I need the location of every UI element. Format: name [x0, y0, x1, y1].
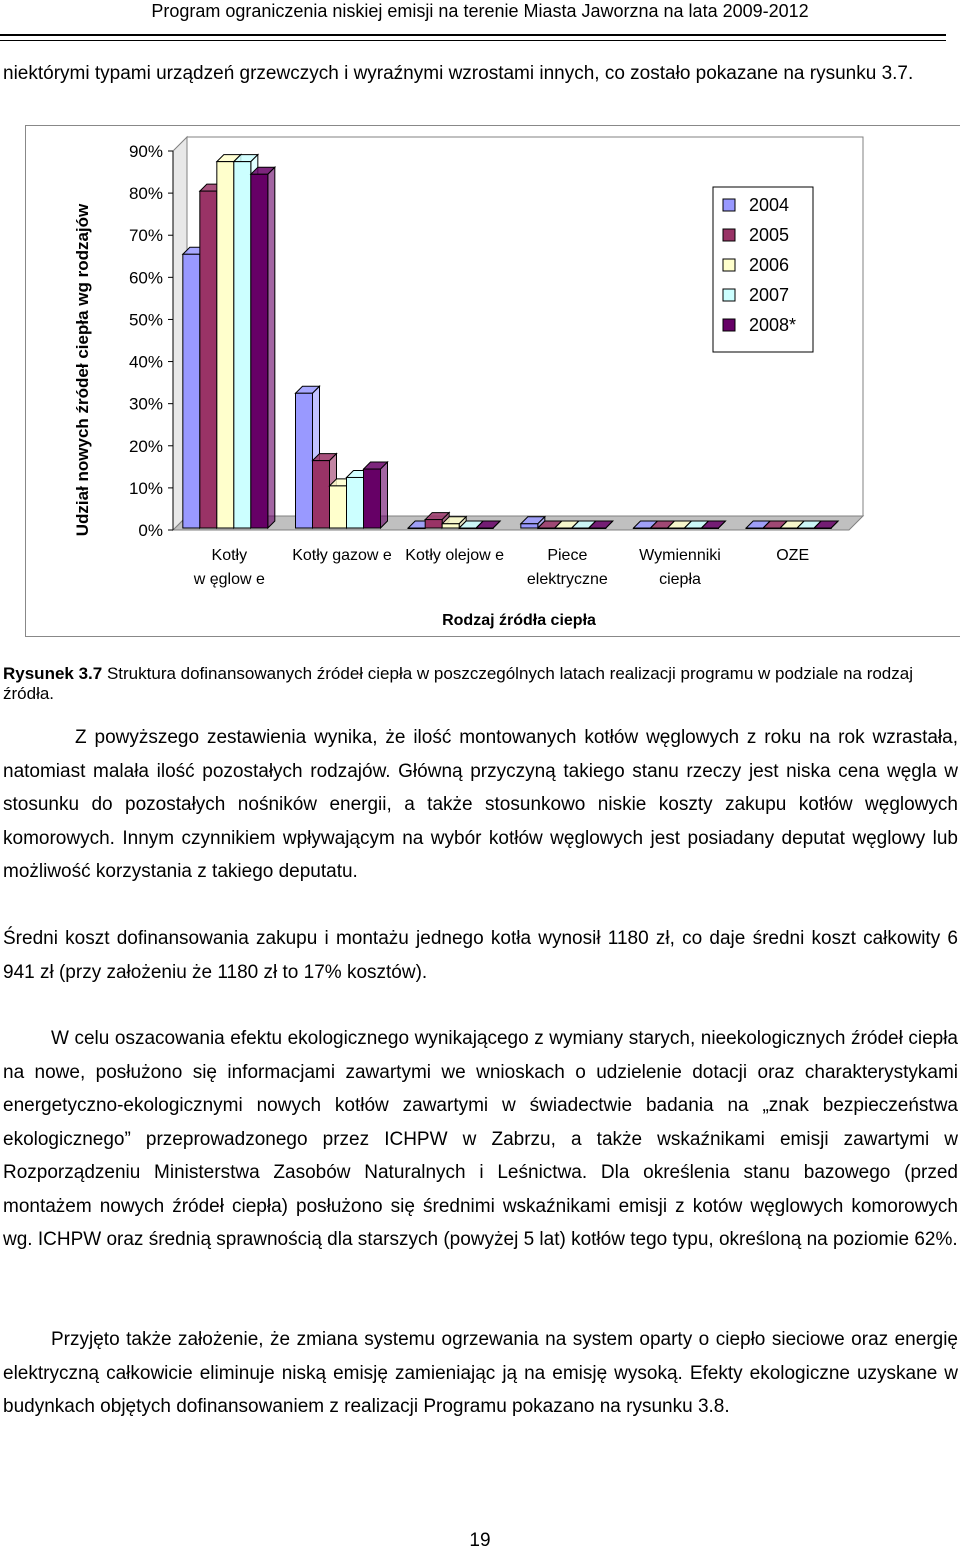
bar — [746, 528, 763, 529]
paragraph-1: Z powyższego zestawienia wynika, że ilość montowanych kotłów węglowych z roku na rok wzrastała, natomiast malała ilość pozostałych rodzajów. Główną przyczyną takiego stanu rzeczy jest niska cena węgla w stosunku do pozostałych nośników energii, a także stosunkowo niskie koszty zakupu kotłów węglowych komorowych. Innym czynnikiem wpływającym na wybór kotłów węglowych jest posiadany deputat węglowy lub możliwość korzystania z takiego deputatu. — [3, 727, 958, 882]
bar — [313, 461, 330, 528]
bar — [442, 524, 459, 528]
x-category-label: w ęglow e — [193, 571, 265, 588]
legend-swatch — [723, 199, 735, 211]
x-axis-label: Rodzaj źródła ciepła — [442, 612, 596, 629]
y-tick-label: 60% — [128, 268, 163, 288]
bar-chart-svg — [25, 125, 960, 638]
legend-label: 2005 — [749, 225, 790, 245]
bar — [217, 162, 234, 528]
header-rule-thin — [0, 40, 946, 41]
paragraph-3: W celu oszacowania efektu ekologicznego wynikającego z wymiany starych, nieekologicznych źródeł ciepła na nowe, posłużono się informacjami zawartymi we wnioskach o udzielenie dotacji oraz charakterystykami energetyczno-ekologicznymi nowych kotłów zawartymi w świadectwie badania na „znak bezpieczeństwa ekologicznego” przeprowadzonego przez ICHPW w Zabrzu, a także wskaźnikami emisji zawartymi w Rozporządzeniu Ministerstwa Zasobów Naturalnych i Leśnictwa. Dla określenia stanu bazowego (przed montażem nowych źródeł ciepła) posłużono się średnimi wskaźnikami emisji z kotów węglowych komorowych wg. ICHPW oraz średnią sprawnością dla starszych (powyżej 5 lat) kotłów tego typu, określoną na poziomie 62%. — [3, 1028, 958, 1250]
figure-caption — [3, 664, 958, 704]
caption-label: Rysunek 3.7 — [3, 664, 103, 683]
bar — [538, 528, 555, 529]
bar — [459, 528, 476, 529]
bar — [234, 162, 251, 528]
legend-label: 2007 — [749, 285, 790, 305]
bar — [651, 528, 668, 529]
legend-label: 2008* — [749, 315, 797, 335]
x-category-label: Piece — [547, 547, 588, 564]
bar — [408, 528, 425, 529]
bar — [521, 524, 538, 528]
y-tick-label: 20% — [128, 436, 163, 456]
legend-label: 2006 — [749, 255, 790, 275]
paragraph-2: Średni koszt dofinansowania zakupu i montażu jednego kotła wynosił 1180 zł, co daje średni koszt całkowity 6 941 zł (przy założeniu że 1180 zł to 17% kosztów). — [3, 928, 958, 983]
y-tick-label: 50% — [128, 310, 163, 330]
bar — [589, 528, 606, 529]
bar — [364, 469, 381, 528]
legend-swatch — [723, 229, 735, 241]
bar — [702, 528, 719, 529]
y-tick-label: 0% — [138, 521, 163, 540]
x-category-label: Kotły gazow e — [292, 547, 392, 564]
x-category-label: Kotły olejow e — [405, 547, 505, 564]
y-tick-label: 70% — [128, 226, 163, 246]
bar — [200, 191, 217, 528]
bar — [476, 528, 493, 529]
bar — [251, 174, 268, 528]
y-tick-label: 10% — [128, 478, 163, 498]
x-category-label: Kotły — [211, 547, 248, 564]
y-tick-label: 80% — [128, 184, 163, 204]
y-tick-label: 40% — [128, 352, 163, 372]
bar — [555, 528, 572, 529]
bar-side — [268, 167, 275, 528]
header-rule-thick — [0, 34, 946, 36]
y-tick-label: 90% — [128, 142, 163, 161]
bar — [183, 254, 200, 528]
bar — [797, 528, 814, 529]
bar — [330, 486, 347, 528]
x-category-label: OZE — [776, 547, 810, 564]
bar — [814, 528, 831, 529]
x-category-label: elektryczne — [526, 571, 608, 588]
bar — [763, 528, 780, 529]
bar — [425, 520, 442, 528]
legend-swatch — [723, 319, 735, 331]
bar — [572, 528, 589, 529]
x-category-label: Wymienniki — [639, 547, 721, 564]
bar — [780, 528, 797, 529]
legend-label: 2004 — [749, 195, 790, 215]
bar — [668, 528, 685, 529]
caption-text: Struktura dofinansowanych źródeł ciepła w poszczególnych latach realizacji programu w podziale na rodzaj źródła. — [3, 664, 913, 703]
bar-chart — [25, 125, 960, 638]
bar — [296, 393, 313, 528]
bar — [347, 477, 364, 528]
page-header: Program ograniczenia niskiej emisji na terenie Miasta Jaworzna na lata 2009-2012 — [151, 1, 809, 21]
bar-side — [381, 462, 388, 528]
y-tick-label: 30% — [128, 394, 163, 414]
legend-swatch — [723, 289, 735, 301]
x-category-label: ciepła — [659, 571, 701, 588]
bar — [634, 528, 651, 529]
paragraph-4: Przyjęto także założenie, że zmiana systemu ogrzewania na system oparty o ciepło sieciowe oraz energię elektryczną całkowicie eliminuje niską emisję zamieniając ją na emisję wysoką. Efekty ekologiczne uzyskane w budynkach objętych dofinansowaniem z realizacji Programu pokazano na rysunku 3.8. — [3, 1329, 958, 1417]
intro-paragraph: niektórymi typami urządzeń grzewczych i wyraźnymi wzrostami innych, co zostało pokazane na rysunku 3.7. — [3, 63, 914, 84]
page-number: 19 — [469, 1530, 491, 1551]
legend-swatch — [723, 259, 735, 271]
bar — [685, 528, 702, 529]
y-axis-label: Udział nowych źródeł ciepła wg rodzajów — [73, 203, 92, 537]
